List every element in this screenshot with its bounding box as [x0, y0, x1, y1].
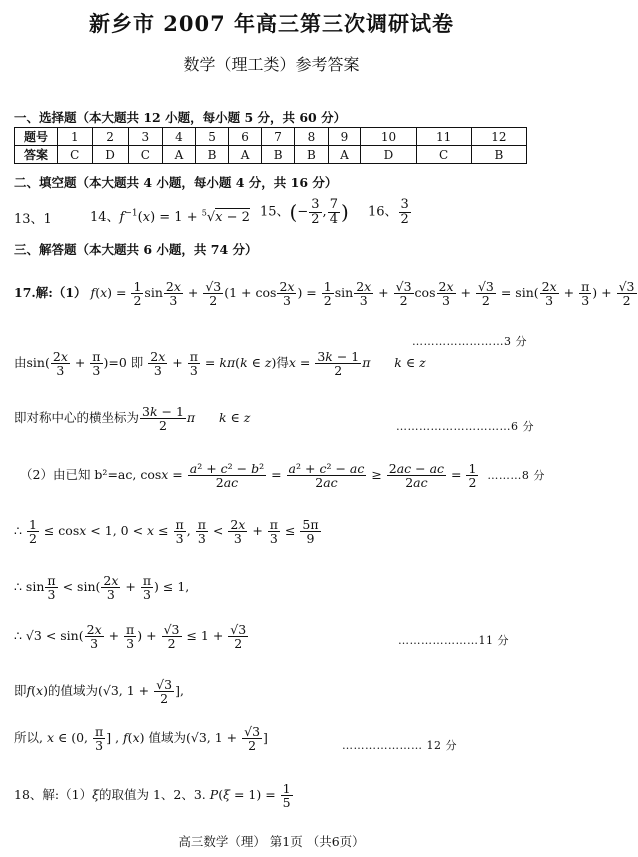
document-title: 新乡市 2007 年高三第三次调研试卷	[88, 11, 455, 36]
answer-cell: B	[471, 146, 526, 164]
question-number: 11	[416, 128, 471, 146]
q17-line9: 即f(x)的值域为(√3, 1 + $\frac{√3}{2}$ ],	[14, 677, 184, 707]
fill-label-14: 14、	[90, 210, 120, 225]
q17-line4: （2）由已知 b²=ac, cosx = $\frac{\text{a² + c² − b²}}{2ac}$ = $\frac{\text{a² + c² − ac}}{2ac}$ ≥ $\frac{2ac - ac}{2ac}$ = $\frac{1}{2}$ ………8 分	[20, 461, 545, 491]
q17-line10: 所以, x ∈ (0, $\frac{\pi}{3}$ ] , f(x) 值域为(√3, 1 + $\frac{√3}{2}$ ]	[14, 724, 268, 754]
q17-line3-text: 即对称中心的横坐标为	[14, 410, 140, 426]
fill-answer-16: 16、 $\frac{3}{2}$	[368, 197, 409, 227]
section-choice-heading: 一、选择题（本大题共 12 小题，每小题 5 分，共 60 分）	[14, 110, 347, 125]
answer-cell: A	[328, 146, 361, 164]
answer-table	[14, 127, 527, 164]
q18-label: 18、解:（1）	[14, 787, 93, 803]
question-number: 4	[163, 128, 196, 146]
table-answer-label: 答案	[15, 146, 58, 164]
answer-cell: B	[261, 146, 294, 164]
fill-label-16: 16、	[368, 204, 398, 220]
answer-cell: D	[361, 146, 416, 164]
question-number: 12	[471, 128, 526, 146]
q17-line9-pre: 即	[14, 683, 27, 699]
question-number: 9	[328, 128, 361, 146]
answer-cell: C	[128, 146, 163, 164]
fill-answer-13: 13、1	[14, 212, 52, 227]
q17-line6: ∴ sin $\frac{\pi}{3}$ < sin( $\frac{2x}{3}$ + $\frac{\pi}{3}$ ) ≤ 1,	[14, 573, 190, 603]
question-number: 8	[295, 128, 328, 146]
q18-line1: 18、解:（1）ξ的取值为 1、2、3. P(ξ = 1) = $\frac{1}{5}$	[14, 781, 291, 811]
q17-line3: 即对称中心的横坐标为 $\frac{3k - 1}{2}$ π k ∈ z	[14, 404, 251, 434]
score-6: …………………………6 分	[396, 420, 534, 433]
q17-line2-mid: =0 即	[108, 355, 144, 371]
section-solve-heading: 三、解答题（本大题共 6 小题，共 74 分）	[14, 242, 258, 257]
q17-line9-text: 的值域为	[48, 683, 99, 699]
q17-line5: ∴ $\frac{1}{2}$ ≤ cosx < 1, 0 < x ≤ $\frac{\pi}{3}$ , $\frac{\pi}{3}$ < $\frac{2x}{3}$ + $\frac{\pi}{3}$ ≤ $\frac{5\pi}{9}$	[14, 517, 319, 547]
q17-line4-pre: （2）由已知 b²=ac,	[20, 467, 137, 483]
answer-cell: A	[163, 146, 196, 164]
question-number: 7	[261, 128, 294, 146]
question-number: 2	[92, 128, 128, 146]
question-number: 3	[128, 128, 163, 146]
q17-line10-pre: 所以,	[14, 730, 43, 746]
question-number: 6	[229, 128, 262, 146]
score-12: ………………… 12 分	[342, 739, 457, 752]
fill-label-15: 15、	[260, 204, 290, 220]
fill-answer-15: 15、(− $\frac{3}{2}$ , $\frac{7}{4}$ )	[260, 197, 349, 227]
answer-cell: B	[195, 146, 228, 164]
q17-line2-mid2: 得	[276, 355, 289, 371]
fill-answer-14: 14、$f^{-1}(x) = 1 + ^5√x - 2$	[90, 208, 250, 225]
score-8: ………8 分	[487, 469, 545, 483]
q17-label: 17.解:（1）	[14, 285, 87, 301]
answer-cell: A	[229, 146, 262, 164]
q17-line2-pre: 由	[14, 355, 27, 371]
question-number: 10	[361, 128, 416, 146]
section-fill-heading: 二、填空题（本大题共 4 小题，每小题 4 分，共 16 分）	[14, 175, 338, 190]
question-number: 1	[58, 128, 93, 146]
answer-table-answer-row	[15, 146, 527, 164]
q17-line10-text: 值域为	[148, 730, 186, 746]
page-footer: 高三数学（理） 第1页 （共6页）	[178, 834, 365, 849]
answer-cell: C	[416, 146, 471, 164]
q18-text: 的取值为 1、2、3.	[98, 787, 206, 803]
answer-cell: C	[58, 146, 93, 164]
question-number: 5	[195, 128, 228, 146]
answer-cell: D	[92, 146, 128, 164]
document-subtitle: 数学（理工类）参考答案	[183, 55, 360, 74]
score-11: …………………11 分	[398, 634, 509, 647]
table-header-label: 题号	[15, 128, 58, 146]
score-3: ……………………3 分	[412, 335, 527, 348]
q17-line1: 17.解:（1） f(x) = $\frac{1}{2}$ sin $\frac{2x}{3}$ + $\frac{√3}{2}$ (1 + cos $\frac{2x}{3}$ ) = $\frac{1}{2}$ sin $\frac{2x}{3}$ + $\frac{√3}{2}$ cos $\frac{2x}{3}$ + $\frac{√3}{2}$ = sin( $\frac{2x}{3}$ + $\frac{\pi}{3}$ ) + $\frac{√3}{2}$	[14, 279, 635, 309]
answer-cell: B	[295, 146, 328, 164]
q17-line7: ∴ √3 < sin( $\frac{2x}{3}$ + $\frac{\pi}{3}$ ) + $\frac{√3}{2}$ ≤ 1 + $\frac{√3}{2}$	[14, 622, 247, 652]
q17-line2: 由sin( $\frac{2x}{3}$ + $\frac{\pi}{3}$ )=0 即 $\frac{2x}{3}$ + $\frac{\pi}{3}$ = kπ(k ∈ z)得x = $\frac{3k - 1}{2}$ π k ∈ z	[14, 349, 426, 379]
answer-table-number-row	[15, 128, 527, 146]
